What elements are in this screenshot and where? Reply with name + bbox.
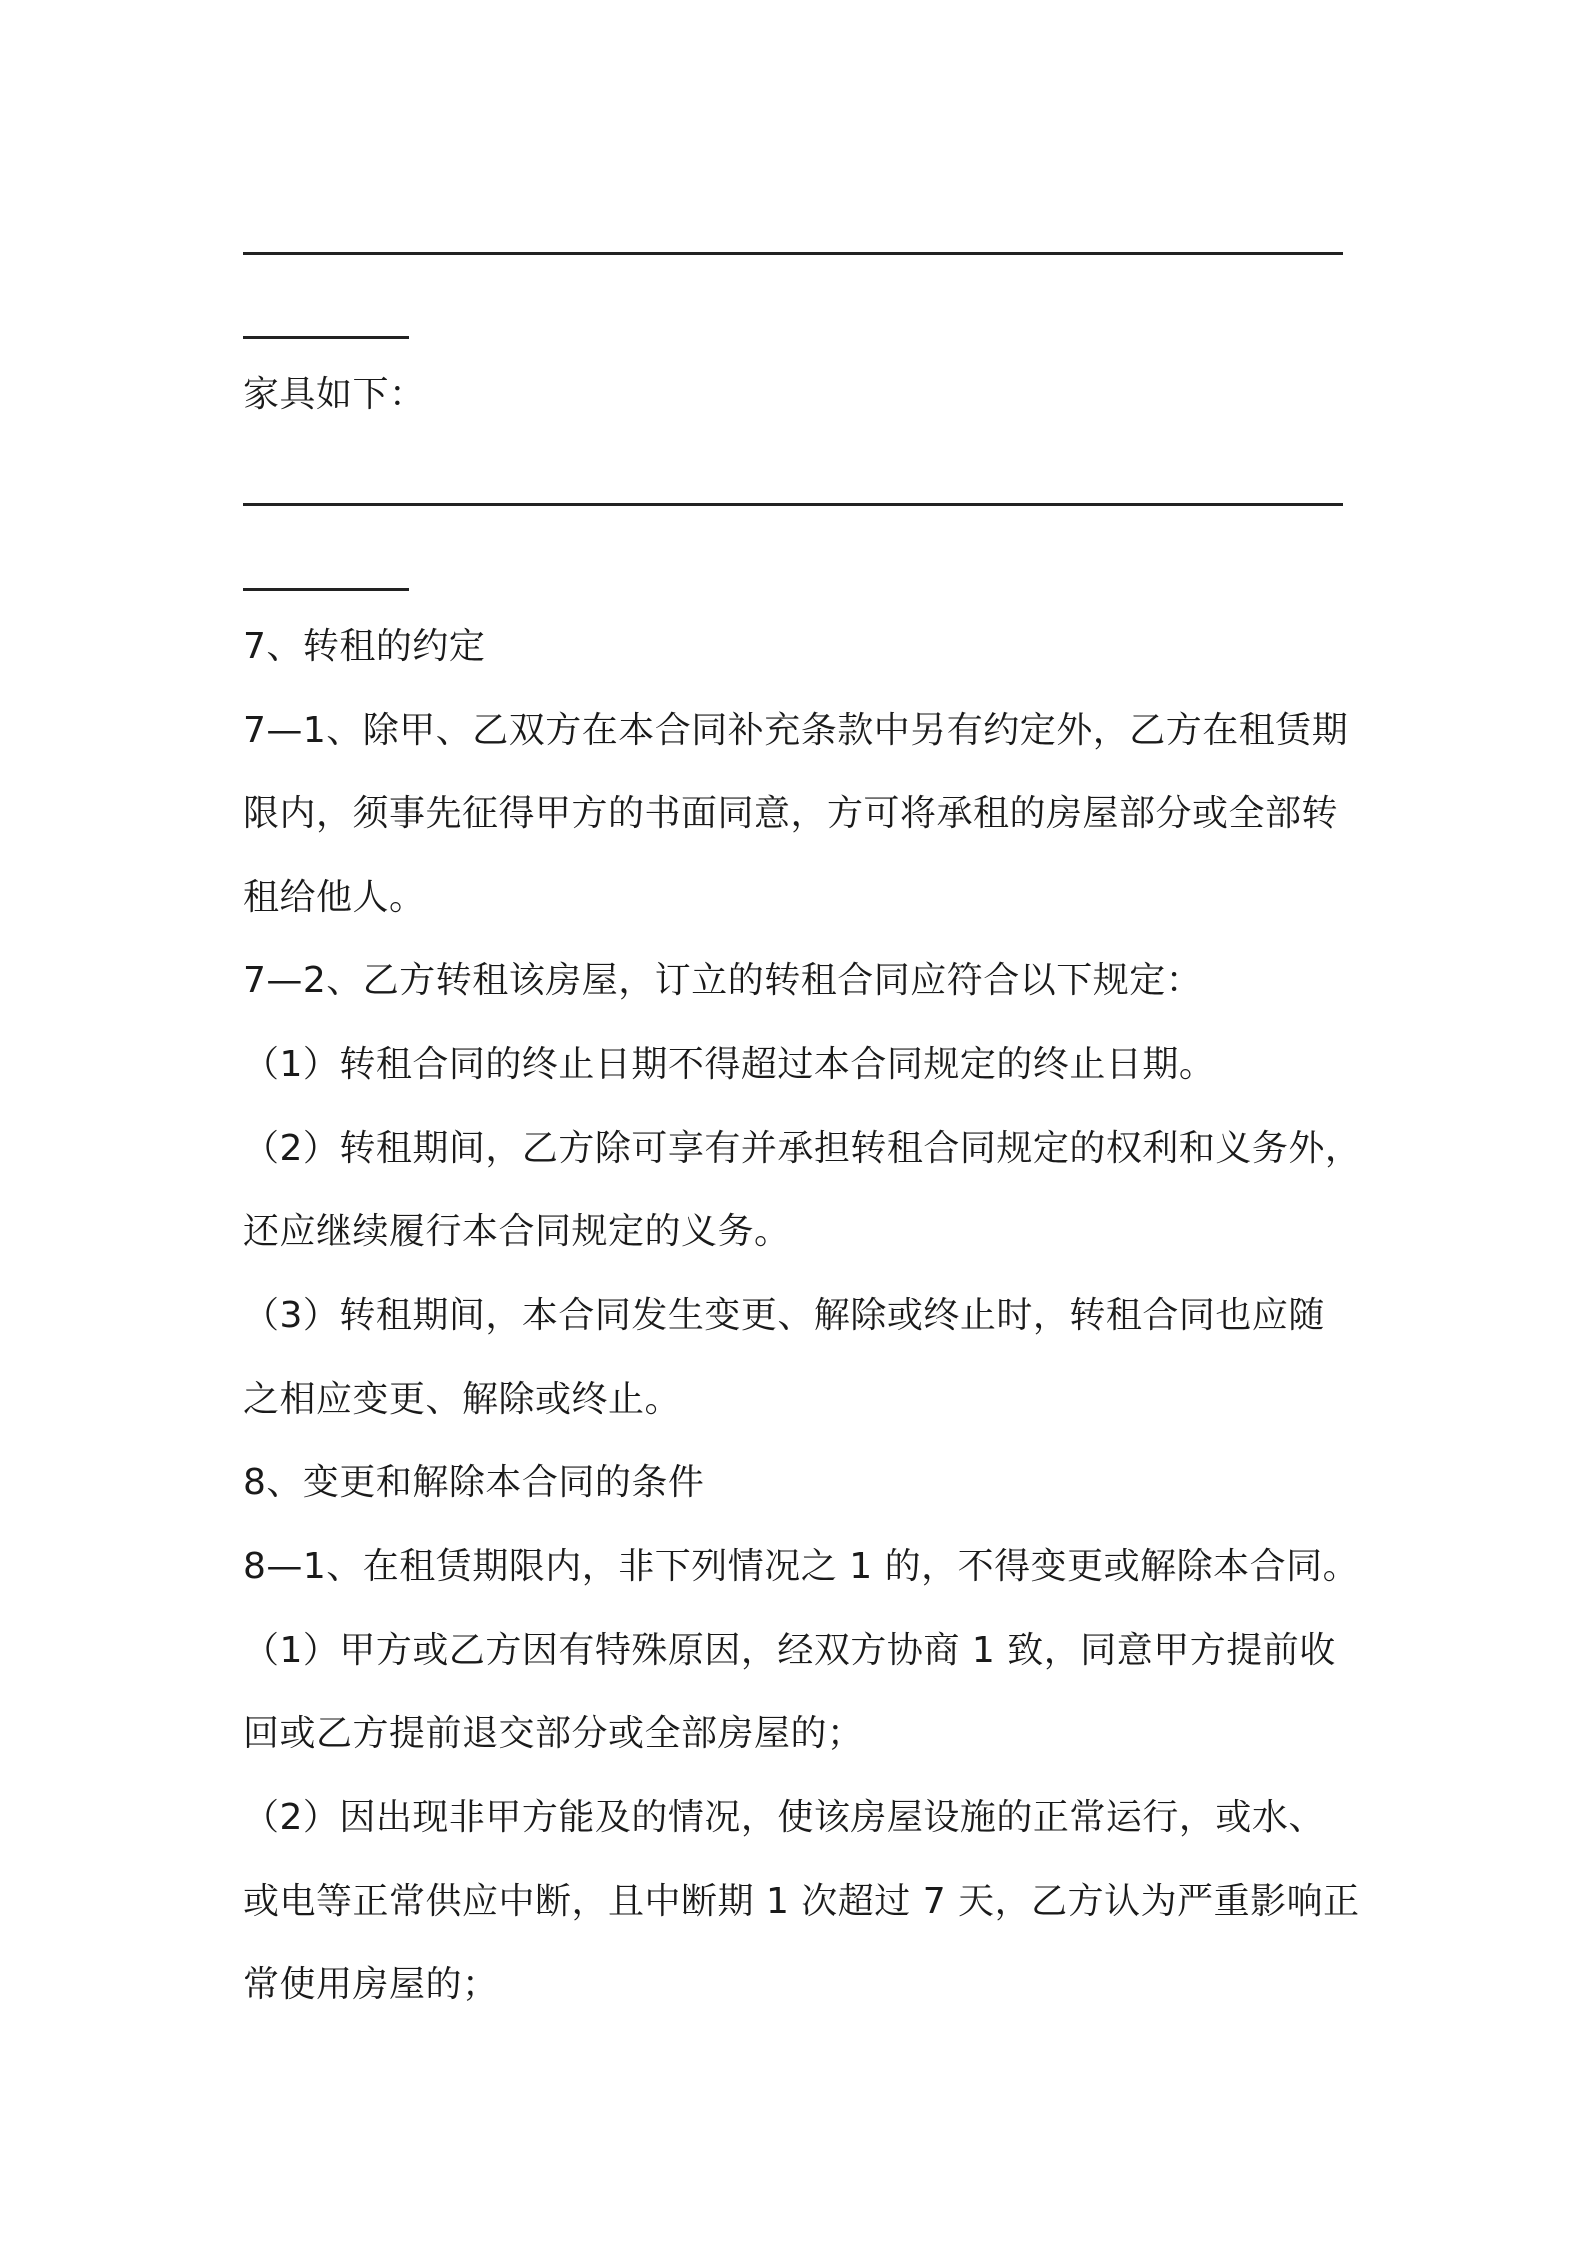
list-item-line: （3）转租期间，本合同发生变更、解除或终止时，转租合同也应随 xyxy=(243,1295,1325,1336)
furniture-heading: 家具如下： xyxy=(243,374,426,415)
paragraph-line: 限内，须事先征得甲方的书面同意，方可将承租的房屋部分或全部转 xyxy=(243,793,1339,834)
section-7-heading: 7、转租的约定 xyxy=(243,626,486,667)
list-item-line: （1）甲方或乙方因有特殊原因，经双方协商 1 致，同意甲方提前收 xyxy=(243,1630,1336,1671)
paragraph-line: 常使用房屋的； xyxy=(243,1964,499,2005)
fill-in-blank-line xyxy=(243,503,1343,506)
fill-in-blank-line xyxy=(243,252,1343,255)
paragraph-line: 之相应变更、解除或终止。 xyxy=(243,1379,682,1420)
paragraph-line: 租给他人。 xyxy=(243,877,426,918)
paragraph-line: 还应继续履行本合同规定的义务。 xyxy=(243,1211,791,1252)
paragraph-line: 7—2、乙方转租该房屋，订立的转租合同应符合以下规定： xyxy=(243,960,1203,1001)
fill-in-blank-line xyxy=(243,336,409,339)
fill-in-blank-line xyxy=(243,588,409,591)
paragraph-line: 或电等正常供应中断，且中断期 1 次超过 7 天，乙方认为严重影响正 xyxy=(243,1881,1360,1922)
section-8-heading: 8、变更和解除本合同的条件 xyxy=(243,1462,705,1503)
paragraph-line: 8—1、在租赁期限内，非下列情况之 1 的，不得变更或解除本合同。 xyxy=(243,1546,1360,1587)
list-item-line: （1）转租合同的终止日期不得超过本合同规定的终止日期。 xyxy=(243,1044,1216,1085)
list-item-line: （2）转租期间，乙方除可享有并承担转租合同规定的权利和义务外， xyxy=(243,1128,1362,1169)
paragraph-line: 7—1、除甲、乙双方在本合同补充条款中另有约定外，乙方在租赁期 xyxy=(243,710,1349,751)
list-item-line: （2）因出现非甲方能及的情况，使该房屋设施的正常运行，或水、 xyxy=(243,1797,1325,1838)
paragraph-line: 回或乙方提前退交部分或全部房屋的； xyxy=(243,1713,864,1754)
